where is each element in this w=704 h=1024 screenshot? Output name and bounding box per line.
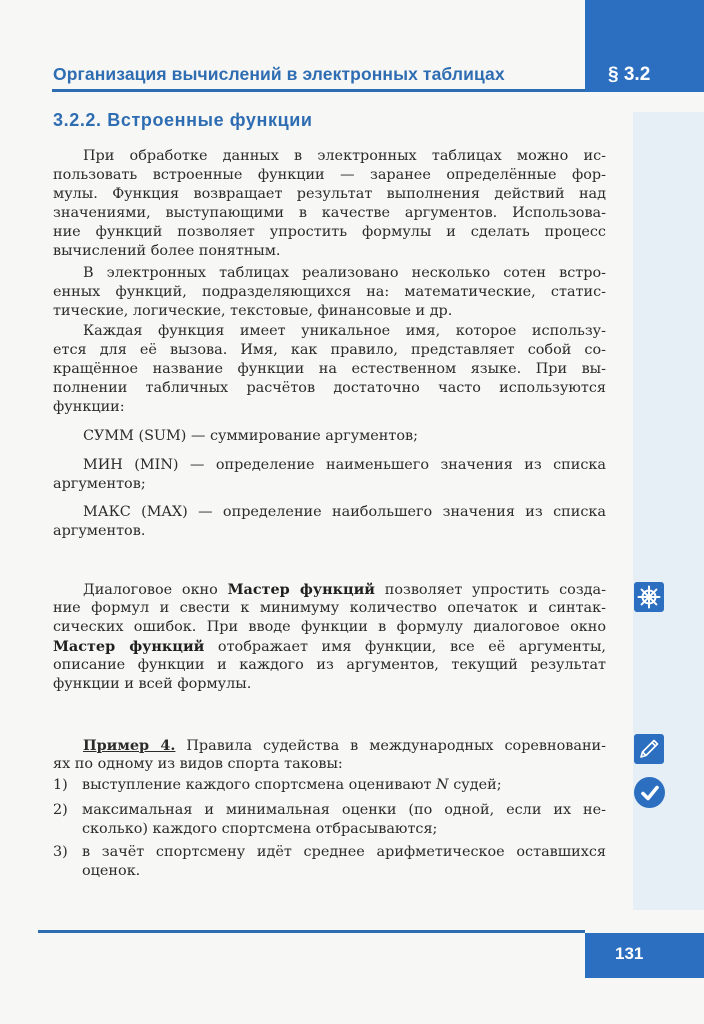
- text-line: описание функции и каждого из аргументов, текущий результат: [53, 657, 606, 673]
- list-item-cont: оценок.: [82, 863, 141, 879]
- text-line: енных функций, подразделяющихся на: математические, статис-: [53, 284, 606, 300]
- text-line: значениями, выступающими в качестве аргументов. Использова-: [53, 205, 606, 221]
- term-function-wizard: Мастер функций: [227, 581, 375, 598]
- text-line: Каждая функция имеет уникальное имя, которое использу-: [83, 323, 606, 339]
- text-span: Диалоговое окно: [83, 582, 228, 598]
- text-line: ях по одному из видов спорта таковы:: [53, 756, 343, 772]
- text-line: функции и всей формулы.: [53, 676, 252, 692]
- function-max: МАКС (MAX) — определение наибольшего значения из списка: [83, 504, 606, 520]
- page-number: 131: [615, 944, 644, 963]
- list-number: 3): [53, 844, 68, 860]
- list-number: 2): [53, 802, 68, 818]
- list-number: 1): [53, 777, 68, 793]
- text-line: кращённое название функции на естественном языке. При вы-: [53, 361, 606, 377]
- list-item: [82, 776, 606, 795]
- example-heading-line: [83, 736, 606, 755]
- list-item: в зачёт спортсмену идёт среднее арифметическое оставшихся: [82, 844, 606, 860]
- text-line: мулы. Функция возвращает результат выполнения действий над: [53, 186, 606, 202]
- text-line: сических ошибок. При вводе функции в формулу диалоговое окно: [53, 619, 606, 635]
- text-line: ние функций позволяет упростить формулы и сделать процесс: [53, 224, 606, 240]
- text-line: полнении табличных расчётов достаточно часто используются: [53, 380, 606, 396]
- text-line: тические, логические, текстовые, финансовые и др.: [53, 303, 453, 319]
- text-line: [53, 637, 606, 656]
- function-sum: СУММ (SUM) — суммирование аргументов;: [83, 428, 418, 444]
- text-span: судей;: [448, 777, 502, 793]
- text-line: ние формул и свести к минимуму количество опечаток и синтак-: [53, 600, 606, 616]
- term-function-wizard: Мастер функций: [53, 638, 205, 655]
- function-min-cont: аргументов;: [53, 476, 146, 492]
- list-item: максимальная и минимальная оценки (по одной, если их не-: [82, 802, 606, 818]
- text-line: В электронных таблицах реализовано несколько сотен встро-: [83, 265, 606, 281]
- section-title: 3.2.2. Встроенные функции: [53, 110, 313, 130]
- text-line: пользовать встроенные функции — заранее определённые фор-: [53, 167, 606, 183]
- section-number: § 3.2: [608, 64, 651, 85]
- list-item-cont: сколько) каждого спортсмена отбрасываются;: [82, 821, 438, 837]
- text-line: При обработке данных в электронных таблицах можно ис-: [83, 148, 606, 164]
- text-span: выступление каждого спортсмена оценивают: [82, 777, 437, 793]
- text-line: вычислений более понятным.: [53, 243, 281, 259]
- chapter-title: Организация вычислений в электронных таблицах: [53, 64, 505, 84]
- pencil-icon: [634, 734, 664, 764]
- text-line: [83, 580, 606, 599]
- function-max-cont: аргументов.: [53, 523, 146, 539]
- text-line: ется для её вызова. Имя, как правило, представляет собой со-: [53, 342, 606, 358]
- variable-n: N: [436, 777, 449, 793]
- footer-tab: [585, 933, 704, 978]
- text-line: функции:: [53, 399, 125, 415]
- checkmark-icon: [634, 777, 665, 808]
- text-span: отображает имя функции, все её аргументы,: [204, 639, 606, 655]
- header-divider: [52, 89, 585, 92]
- example-label: Пример 4.: [83, 737, 176, 754]
- ship-wheel-icon: [634, 582, 664, 612]
- function-min: МИН (MIN) — определение наименьшего значения из списка: [83, 457, 606, 473]
- text-span: позволяет упростить созда-: [374, 582, 606, 598]
- text-span: Правила судейства в международных соревновани-: [175, 738, 607, 754]
- footer-divider: [38, 930, 585, 933]
